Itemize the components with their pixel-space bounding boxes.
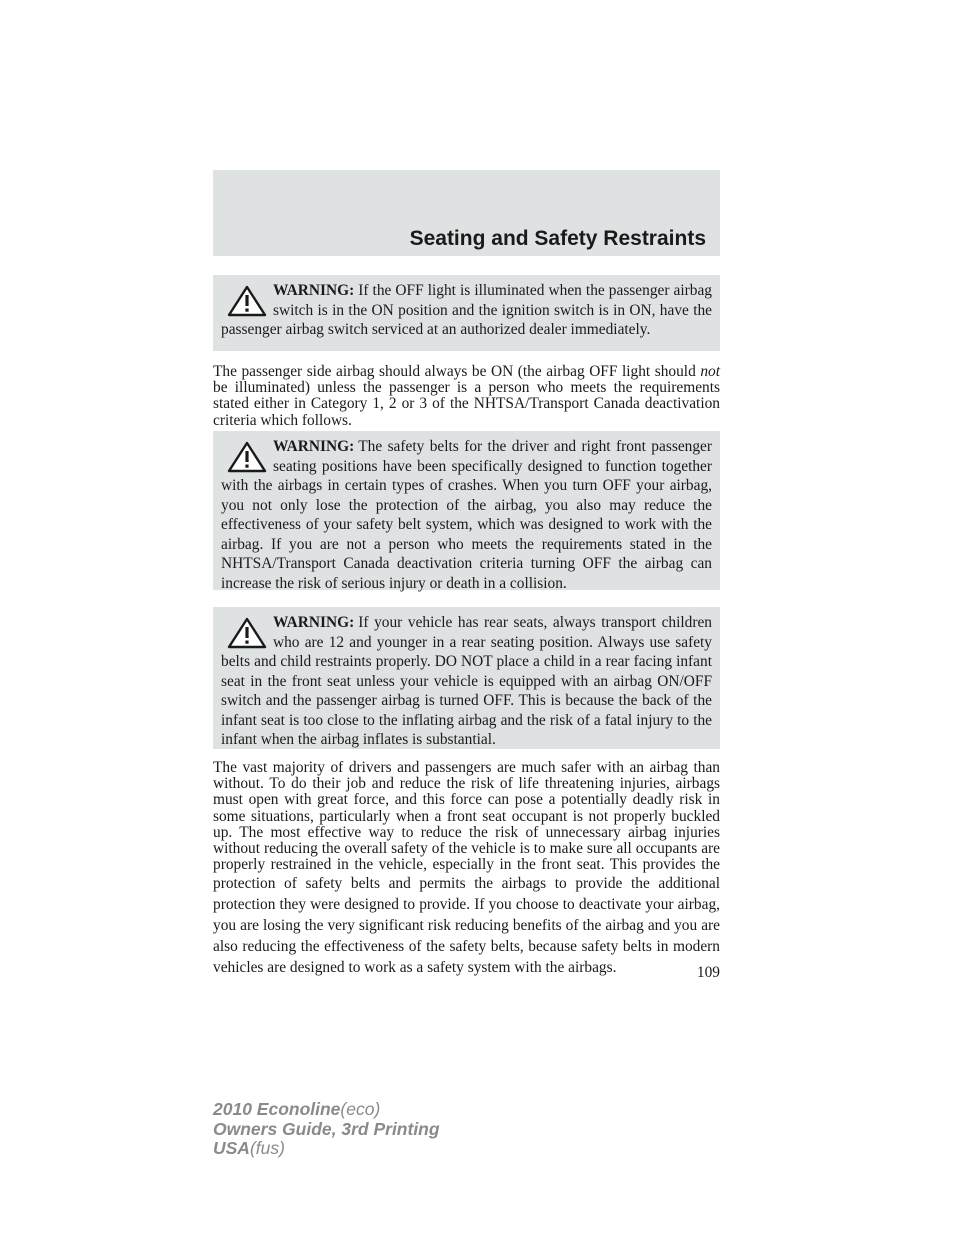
section-title: Seating and Safety Restraints [409, 227, 706, 250]
warning-text: If your vehicle has rear seats, always transport children who are 12 and younger in a rear seating position. Always use safety belts and child restraints properly. DO NOT place a child in a rear facing infant seat in the front seat unless your vehicle is equipped with an airbag ON/OFF switch and the passenger airbag is turned OFF. This is because the back of the infant seat is too close to the inflating airbag and the risk of a fatal injury to the infant when the airbag inflates is substantial. [221, 614, 712, 748]
footer-guide: Owners Guide, 3rd Printing [213, 1118, 440, 1139]
paragraph-airbag-safety [213, 760, 720, 978]
footer-market: USA [213, 1138, 250, 1158]
paragraph-text: be illuminated) unless the passenger is a person who meets the requirements stated either in Category 1, 2 or 3 of the NHTSA/Transport Canada deactivation criteria which follows. [213, 379, 720, 429]
warning-label: WARNING: [273, 614, 355, 631]
paragraph-text: The passenger side airbag should always be ON (the airbag OFF light should [213, 363, 696, 380]
footer-line-model [213, 1100, 440, 1120]
footer-model-code: (eco) [340, 1099, 381, 1119]
footer-print-info [213, 1100, 440, 1159]
warning-label: WARNING: [273, 438, 355, 455]
footer-model: 2010 Econoline [213, 1099, 341, 1119]
footer-market-code: (fus) [249, 1138, 285, 1158]
paragraph-emphasis: not [700, 363, 720, 380]
warning-triangle-icon [227, 285, 267, 317]
warning-box-rear-seats [213, 607, 720, 749]
footer-line-guide [213, 1120, 440, 1140]
warning-label: WARNING: [273, 282, 355, 299]
warning-triangle-icon [227, 441, 267, 473]
paragraph-airbag-on [213, 364, 720, 429]
warning-box-safety-belts [213, 431, 720, 590]
paragraph-text: The vast majority of drivers and passengers are much safer with an airbag than without. To do their job and reduce the risk of life threatening injuries, airbags must open with great force, and this force can pose a potentially deadly risk in some situations, particularly when a front seat occupant is not properly buckled up. The most effective way to reduce the risk of unnecessary airbag injuries without reducing the overall safety of the vehicle is to make sure all occupants are properly restrained in the vehicle, especially in the front seat. This provides the protection of safety [213, 759, 720, 893]
warning-box-off-light [213, 275, 720, 351]
warning-text: The safety belts for the driver and right front passenger seating positions have been specifically designed to function together with the airbags in certain types of crashes. When you turn OFF your airbag, you not only lose the protection of the airbag, you also may reduce the effectiveness of your safety belt system, which was designed to work with the airbag. If you are not a person who meets the requirements stated in the NHTSA/Transport Canada deactivation criteria turning OFF the airbag can increase the risk of serious injury or death in a collision. [221, 438, 712, 592]
warning-text: If the OFF light is illuminated when the passenger airbag switch is in the ON position and the ignition switch is in ON, have the passenger airbag switch serviced at an authorized dealer immediately. [221, 282, 712, 338]
page-number: 109 [696, 964, 720, 981]
section-header [213, 170, 720, 256]
paragraph-text: belts and permits the airbags to provide the additional protection they were designed to provide. If you choose to deactivate your airbag, you are losing the very significant risk reducing benefits of the airbag and you are also reducing the effectiveness of the safety belts, because safety belts in modern vehicles are designed to work as a safety system with the airbags. [213, 875, 720, 977]
warning-triangle-icon [227, 617, 267, 649]
footer-line-market [213, 1139, 440, 1159]
